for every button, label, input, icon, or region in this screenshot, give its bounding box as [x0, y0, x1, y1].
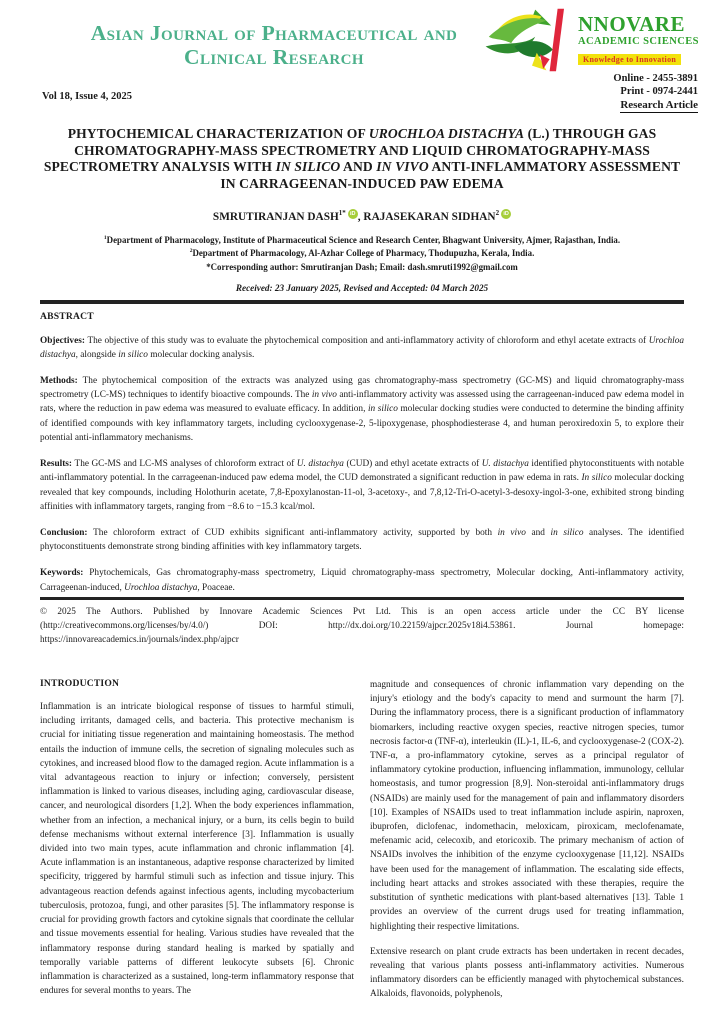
logo-subtitle: ACADEMIC SCIENCES [578, 36, 699, 47]
orcid-icon: iD [501, 209, 511, 219]
body-columns [40, 678, 684, 1002]
authors-line: SMRUTIRANJAN $DASH^{1*}$ iD , RAJASEKARAN SIDHAN$^2$ iD [40, 209, 684, 223]
received-accepted-line: Received: 23 January 2025, Revised and Accepted: 04 March 2025 [235, 283, 489, 294]
introduction-paragraph-3: Extensive research on plant crude extracts has been undertaken in recent decades, revealing that various plants possess anti-inflammatory activities. Numerous inflammatory disorders can be efficiently managed with phytochemical substances. Alkaloids, flavonoids, polyphenols, [370, 946, 684, 1000]
abstract-conclusion-paragraph: Conclusion: The chloroform extract of CUD exhibits significant anti-inflammatory activity, supported by both in vivo and in silico analyses. The identified phytoconstituents demonstrate strong binding affinities with key inflammatory targets. [40, 527, 684, 553]
abstract-objectives-paragraph: Objectives: The objective of this study was to evaluate the phytochemical composition and anti-inflammatory activity of chloroform and ethyl acetate extracts of Urochloa distachya, alongside in silico molecular docking analysis. [40, 335, 685, 360]
volume-issue: Vol 18, Issue 4, 2025 [42, 91, 133, 102]
introduction-paragraph-2: magnitude and consequences of chronic inflammation vary depending on the injury's etiology and the body's capacity to mend and surmount the harm [7]. During the inflammatory process, there is a significant production of inflammatory biomarkers, including reactive oxygen species, reactive nitrogen species, tumor necrosis factor-α (TNF-α), interleukin (IL)-1, IL-6, and cyclooxygenase-2 (COX-2). TNF-α, a pro-inflammatory cytokine, serves as a principal regulator of inflammatory cytokine production, influencing inflammation, immunology, cellular homeostasis, and tumor progression [8,9]. Non-steroidal anti-inflammatory drugs (NSAIDs) are mainly used for the management of pain and inflammatory disorders [10]. Examples of NSAIDs used to treat inflammation include aspirin, naproxen, ibuprofen, diclofenac, indomethacin, meloxicam, piroxicam, meclofenamate, mefenamic acid, celecoxib, and etoricoxib. The primary mechanism of action of NSAIDs involves the inhibition of the enzyme cyclooxygenase [11,12]. NSAIDs have been used for the management of inflammation. The escalating side effects, including heart attacks and strokes associated with these therapies, require the substitution of synthetic medications with plant-based alternatives [13]. Table 1 provides an overview of the current drugs used for treating inflammation, highlighting their respective limitations. [370, 679, 684, 932]
affiliation-line-1: $^1$Department of Pharmacology, Institute of Pharmaceutical Science and Research Center, Bhagwant University, Ajmer, Rajasthan, India. [103, 235, 621, 246]
copyright-license-text: © 2025 The Authors. Published by Innovare Academic Sciences Pvt Ltd. This is an open access article under the CC BY license (http://creativecommons.org/licenses/by/4.0/) DOI: http://dx.doi.org/10.22159/ajpcr.2025v18i4.53861. Journal homepage: https://innovareacademics.in/journals/index.php/ajpcr [40, 607, 684, 645]
abstract-heading: ABSTRACT [40, 310, 94, 322]
keywords-paragraph: Keywords: Phytochemicals, Gas chromatography-mass spectrometry, Liquid chromatography-mass spectrometry, Molecular docking, Anti-inflammatory activity, Carrageenan-induced, Urochloa distachya, Poaceae. [40, 568, 684, 593]
journal-title: Asian Journal of Pharmaceutical and Clinical Research [90, 21, 458, 69]
affiliations-block [40, 234, 684, 274]
abstract-results-paragraph: Results: The GC-MS and LC-MS analyses of chloroform extract of U. distachya (CUD) and ethyl acetate extracts of U. distachya identified phytoconstituents with notable anti-inflammatory potential. In the carrageenan-induced paw edema model, the CUD demonstrated a significant reduction in paw edema in rats. In silico molecular docking revealed that key compounds, including Holothurin acetate, 7,8-Epoxylanostan-11-ol, 3-acetoxy-, and 7,8,12-Tri-O-acetyl-3-desoxy-ingol-3-one, exhibited strong binding affinities with inflammatory targets, ranging from −8.6 to −15.3 kcal/mol. [40, 459, 684, 512]
logo-name: NNOVARE [578, 12, 685, 36]
front-matter [40, 126, 684, 648]
issn-online: Online - 2455-3891 [613, 73, 698, 84]
orcid-icon: iD [348, 209, 358, 219]
article-title: PHYTOCHEMICAL CHARACTERIZATION OF UROCHLOA DISTACHYA (L.) THROUGH GAS CHROMATOGRAPHY-MASS SPECTROMETRY AND LIQUID CHROMATOGRAPHY-MASS SPECTROMETRY ANALYSIS WITH IN SILICO AND IN VIVO ANTI-INFLAMMATORY ASSESSMENT IN CARRAGEENAN-INDUCED PAW EDEMA [43, 126, 681, 191]
corresponding-author-line: *Corresponding author: Smrutiranjan Dash; Email: dash.smruti1992@gmail.com [206, 261, 518, 272]
introduction-heading: INTRODUCTION [40, 677, 120, 689]
divider-rule-bottom [40, 597, 684, 600]
right-column [370, 678, 684, 1002]
issn-print: Print - 0974-2441 [620, 86, 698, 98]
left-column [40, 678, 354, 1002]
issn-block [613, 72, 698, 98]
innovare-logo-icon [484, 8, 580, 72]
innovare-logo [484, 6, 700, 72]
logo-tagline: Knowledge to Innovation [578, 54, 681, 65]
introduction-paragraph-1: Inflammation is an intricate biological response of tissues to harmful stimuli, including irritants, damaged cells, and bacteria. This protective mechanism is crucial for initiating tissue regeneration and maintaining homeostasis. The method entails the induction of immune cells, the secretion of signaling molecules such as cytokines, and increased blood flow to the damaged region. Acute inflammation is a vital advantageous reaction to injury or infection; conversely, persistent inflammation is linked to various diseases, including aging, cardiovascular disease, cancer, and neurological disorders [1,2]. When the body experiences inflammation, whether from an infection, a mechanical injury, or a burn, its cells begin to build defense mechanisms without external interference [3]. Inflammation is usually divided into two main types, acute inflammation and chronic inflammation [4]. Acute inflammation is an instantaneous, adaptive response characterized by limited specificity, triggered by harmful stimuli such as infection and tissue injury. This advantageous reaction defends against infectious agents, including mycobacterium tuberculosis, protozoa, fungi, and other parasites [5]. The inflammatory response is crucial for providing growth factors and cytokine signals that coordinate the cellular and tissue movements essential for healing. Various studies have revealed that the inflammatory response during standard healing is marked by spatially and temporally variable patterns of different leukocyte subsets [6]. Chronic inflammation is characterized as a sustained, long-term inflammatory response that endures for several months to years. The [40, 701, 354, 997]
divider-rule-top [40, 300, 684, 303]
abstract-methods-paragraph: Methods: The phytochemical composition of the extracts was analyzed using gas chromatography-mass spectrometry (GC-MS) and liquid chromatography-mass spectrometry (LC-MS) techniques to identify bioactive compounds. The in vivo anti-inflammatory activity was assessed using the carrageenan-induced paw edema model in rats, where the reduction in paw edema was measured to evaluate efficacy. In addition, in silico molecular docking studies were conducted to determine the binding affinity of identified compounds with key inflammatory targets, including cyclooxygenase-2, 5-lipoxygenase, phosphodiesterase 4, and human peroxiredoxin 5, to explore their potential anti-inflammatory mechanisms. [40, 375, 685, 443]
affiliation-line-2: $^2$Department of Pharmacology, Al-Azhar College of Pharmacy, Thodupuzha, Kerala, India. [189, 248, 535, 259]
article-type-badge: Research Article [620, 99, 698, 111]
journal-header [24, 0, 700, 116]
